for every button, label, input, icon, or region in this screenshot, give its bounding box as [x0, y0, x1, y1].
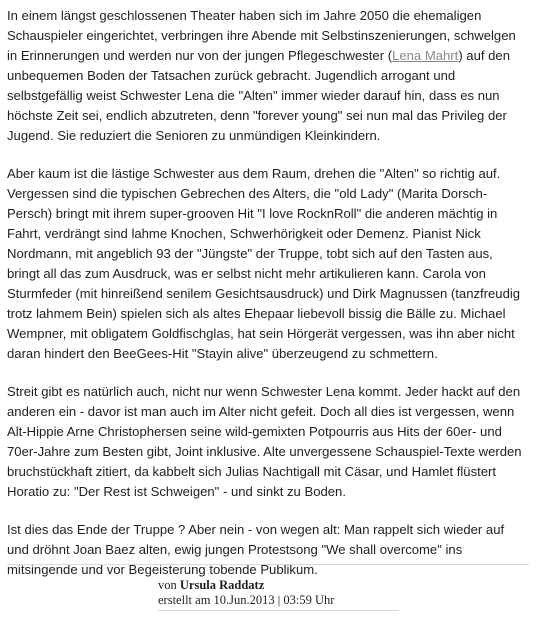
paragraph-1-text-start: In einem längst geschlossenen Theater haben sich im Jahre 2050 die ehemaligen Schauspieler eingerichtet, verbringen ihre Abende mit Selbstinszenierungen, schwelgen in Erinnerungen und werden nur von der jungen Pflegeschwester (	[7, 8, 516, 63]
article-paragraph-3: Streit gibt es natürlich auch, nicht nur wenn Schwester Lena kommt. Jeder hackt auf den anderen ein - davor ist man auch im Alter nicht gefeit. Doch all dies ist vergessen, wenn Alt-Hippie Arne Christophersen seine wild-gemixten Potpourris aus Hits der 60er- und 70er-Jahre zum Besten gibt, Joint inklusive. Alte unvergessene Schauspiel-Texte werden bruchstückhaft zitiert, da kabbelt sich Julias Nachtigall mit Cäsar, und Hamlet flüstert Horatio zu: "Der Rest ist Schweigen" - und sinkt zu Boden.	[7, 384, 522, 499]
byline-rule	[158, 610, 399, 611]
article-body	[7, 6, 529, 598]
byline-author: Ursula Raddatz	[179, 578, 265, 592]
article-paragraph-1	[7, 6, 529, 146]
byline	[158, 578, 399, 608]
article-divider	[7, 564, 529, 565]
byline-prefix: von	[158, 578, 177, 592]
article-paragraph-4: Ist dies das Ende der Truppe ? Aber nein - von wegen alt: Man rappelt sich wieder auf und dröhnt Joan Baez alten, ewig jungen Protestsong "We shall overcome" ins mitsingende und vor Begeisterung tobende Publikum.	[7, 522, 505, 577]
byline-created: erstellt am 10.Jun.2013 | 03:59 Uhr	[158, 593, 335, 607]
byline-author-line	[158, 578, 399, 593]
paragraph-1-text-end: ) auf den unbequemen Boden der Tatsachen zurück gebracht. Jugendlich arrogant und selbstgefällig weist Schwester Lena die "Alten" immer wieder darauf hin, dass es nun höchste Zeit sei, endlich abzutreten, denn "forever young" sei nun mal das Privileg der Jugend. Sie reduziert die Senioren zu unmündigen Kleinkindern.	[7, 48, 510, 143]
actor-link-lena-mahrt[interactable]: Lena Mahrt	[392, 48, 459, 63]
article-paragraph-2: Aber kaum ist die lästige Schwester aus dem Raum, drehen die "Alten" so richtig auf. Vergessen sind die typischen Gebrechen des Alters, die "old Lady" (Marita Dorsch-Persch) bringt mit ihrem super-grooven Hit "I love RocknRoll" die anderen mächtig in Fahrt, verdrängt sind lahme Knochen, Schwerhörigkeit oder Demenz. Pianist Nick Nordmann, mit angeblich 93 der "Jüngste" der Truppe, tobt sich auf den Tasten aus, bringt all das zum Ausdruck, was er selbst nicht mehr artikulieren kann. Carola von Sturmfeder (mit hinreißend senilem Gesichtsausdruck) und Dirk Magnussen (tanzfreudig trotz lahmem Bein) spielen sich als altes Ehepaar liebevoll bissig die Bälle zu. Michael Wempner, mit obligatem Goldfischglas, hat sein Hörgerät vergessen, was ihn aber nicht daran hindert den BeeGees-Hit "Stayin alive" überzeugend zu schmettern.	[7, 166, 521, 361]
